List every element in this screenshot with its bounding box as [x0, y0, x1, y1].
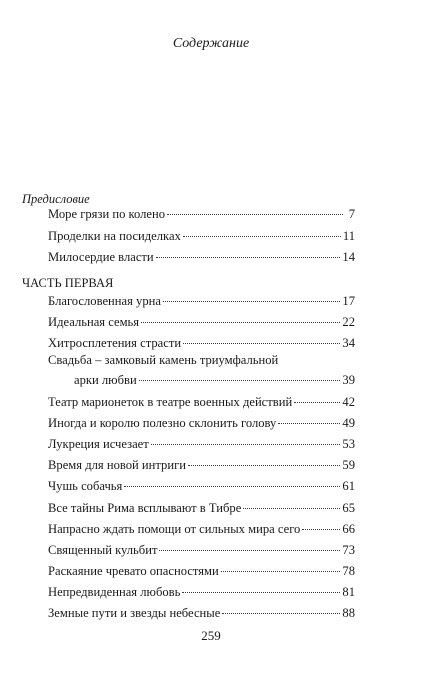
- toc-entry[interactable]: [48, 584, 355, 601]
- section-heading-preface: Предисловие: [22, 192, 90, 206]
- toc-entry-page: 22: [342, 315, 355, 329]
- toc-entry-title: Хитросплетения страсти: [48, 336, 182, 350]
- toc-entry-page: 66: [342, 522, 355, 536]
- toc-entry-page: 14: [342, 250, 355, 264]
- toc-entry-title: Море грязи по колено: [48, 207, 166, 221]
- toc-entry-page: 42: [342, 395, 355, 409]
- dot-leader: [294, 401, 340, 403]
- toc-entry[interactable]: [48, 228, 355, 245]
- toc-entry-title: Милосердие власти: [48, 250, 154, 264]
- dot-leader: [163, 300, 340, 302]
- page-title: Содержание: [172, 36, 250, 51]
- toc-entry-title-line1[interactable]: Свадьба – замковый камень триумфальной: [48, 353, 279, 367]
- dot-leader: [183, 342, 340, 344]
- toc-entry-title: арки любви: [74, 373, 137, 387]
- dot-leader: [139, 379, 341, 381]
- toc-entry-page: 53: [342, 437, 355, 451]
- toc-entry-title: Театр марионеток в театре военных действий: [48, 395, 293, 409]
- toc-entry[interactable]: [48, 206, 355, 223]
- toc-entry[interactable]: [48, 478, 355, 495]
- toc-entry[interactable]: [48, 436, 355, 453]
- toc-entry-page: 11: [342, 229, 355, 243]
- toc-entry-page: 39: [342, 373, 355, 387]
- toc-entry[interactable]: [48, 415, 355, 432]
- toc-entry-title: Все тайны Рима всплывают в Тибре: [48, 501, 242, 515]
- dot-leader: [221, 570, 341, 572]
- toc-entry[interactable]: [48, 249, 355, 266]
- toc-entry-title: Иногда и королю полезно склонить голову: [48, 416, 277, 430]
- toc-entry-title: Земные пути и звезды небесные: [48, 606, 221, 620]
- dot-leader: [156, 256, 341, 258]
- dot-leader: [159, 549, 340, 551]
- toc-entry-title: Идеальная семья: [48, 315, 140, 329]
- toc-entry-page: 7: [348, 207, 355, 221]
- toc-entry-page: 73: [342, 543, 355, 557]
- toc-entry-title: Проделки на посиделках: [48, 229, 181, 243]
- toc-entry[interactable]: [48, 542, 355, 559]
- toc-entry-title: Раскаяние чревато опасностями: [48, 564, 219, 578]
- toc-entry-page: 61: [342, 479, 355, 493]
- toc-entry[interactable]: [48, 521, 355, 538]
- dot-leader: [243, 507, 340, 509]
- toc-entry-page: 88: [342, 606, 355, 620]
- toc-entry[interactable]: [48, 500, 355, 517]
- toc-entry-title: Напрасно ждать помощи от сильных мира сего: [48, 522, 301, 536]
- toc-entry-page: 49: [342, 416, 355, 430]
- toc-entry-title: Лукреция исчезает: [48, 437, 149, 451]
- dot-leader: [222, 612, 340, 614]
- toc-entry-page: 78: [342, 564, 355, 578]
- toc-entry-title: Непредвиденная любовь: [48, 585, 181, 599]
- toc-entry[interactable]: [48, 605, 355, 622]
- toc-entry[interactable]: [48, 457, 355, 474]
- dot-leader: [141, 321, 340, 323]
- toc-entry-page: 81: [342, 585, 355, 599]
- toc-entry-title: Время для новой интриги: [48, 458, 186, 472]
- dot-leader: [182, 591, 340, 593]
- dot-leader: [167, 213, 343, 215]
- toc-entry-page: 65: [342, 501, 355, 515]
- page-number: 259: [201, 628, 221, 643]
- dot-leader: [278, 422, 340, 424]
- toc-entry-page: 59: [342, 458, 355, 472]
- dot-leader: [124, 485, 340, 487]
- section-heading-part-one: ЧАСТЬ ПЕРВАЯ: [22, 276, 114, 290]
- dot-leader: [188, 464, 340, 466]
- dot-leader: [151, 443, 341, 445]
- toc-entry-title: Благословенная урна: [48, 294, 161, 308]
- toc-entry[interactable]: [48, 314, 355, 331]
- toc-entry-page: 34: [342, 336, 355, 350]
- dot-leader: [302, 528, 340, 530]
- toc-entry[interactable]: [48, 293, 355, 310]
- toc-entry[interactable]: [48, 394, 355, 411]
- toc-entry[interactable]: [48, 563, 355, 580]
- toc-entry-page: 17: [342, 294, 355, 308]
- toc-entry[interactable]: [74, 372, 355, 389]
- toc-entry-title: Чушь собачья: [48, 479, 123, 493]
- toc-entry[interactable]: [48, 335, 355, 352]
- dot-leader: [183, 235, 341, 237]
- toc-entry-title: Священный кульбит: [48, 543, 158, 557]
